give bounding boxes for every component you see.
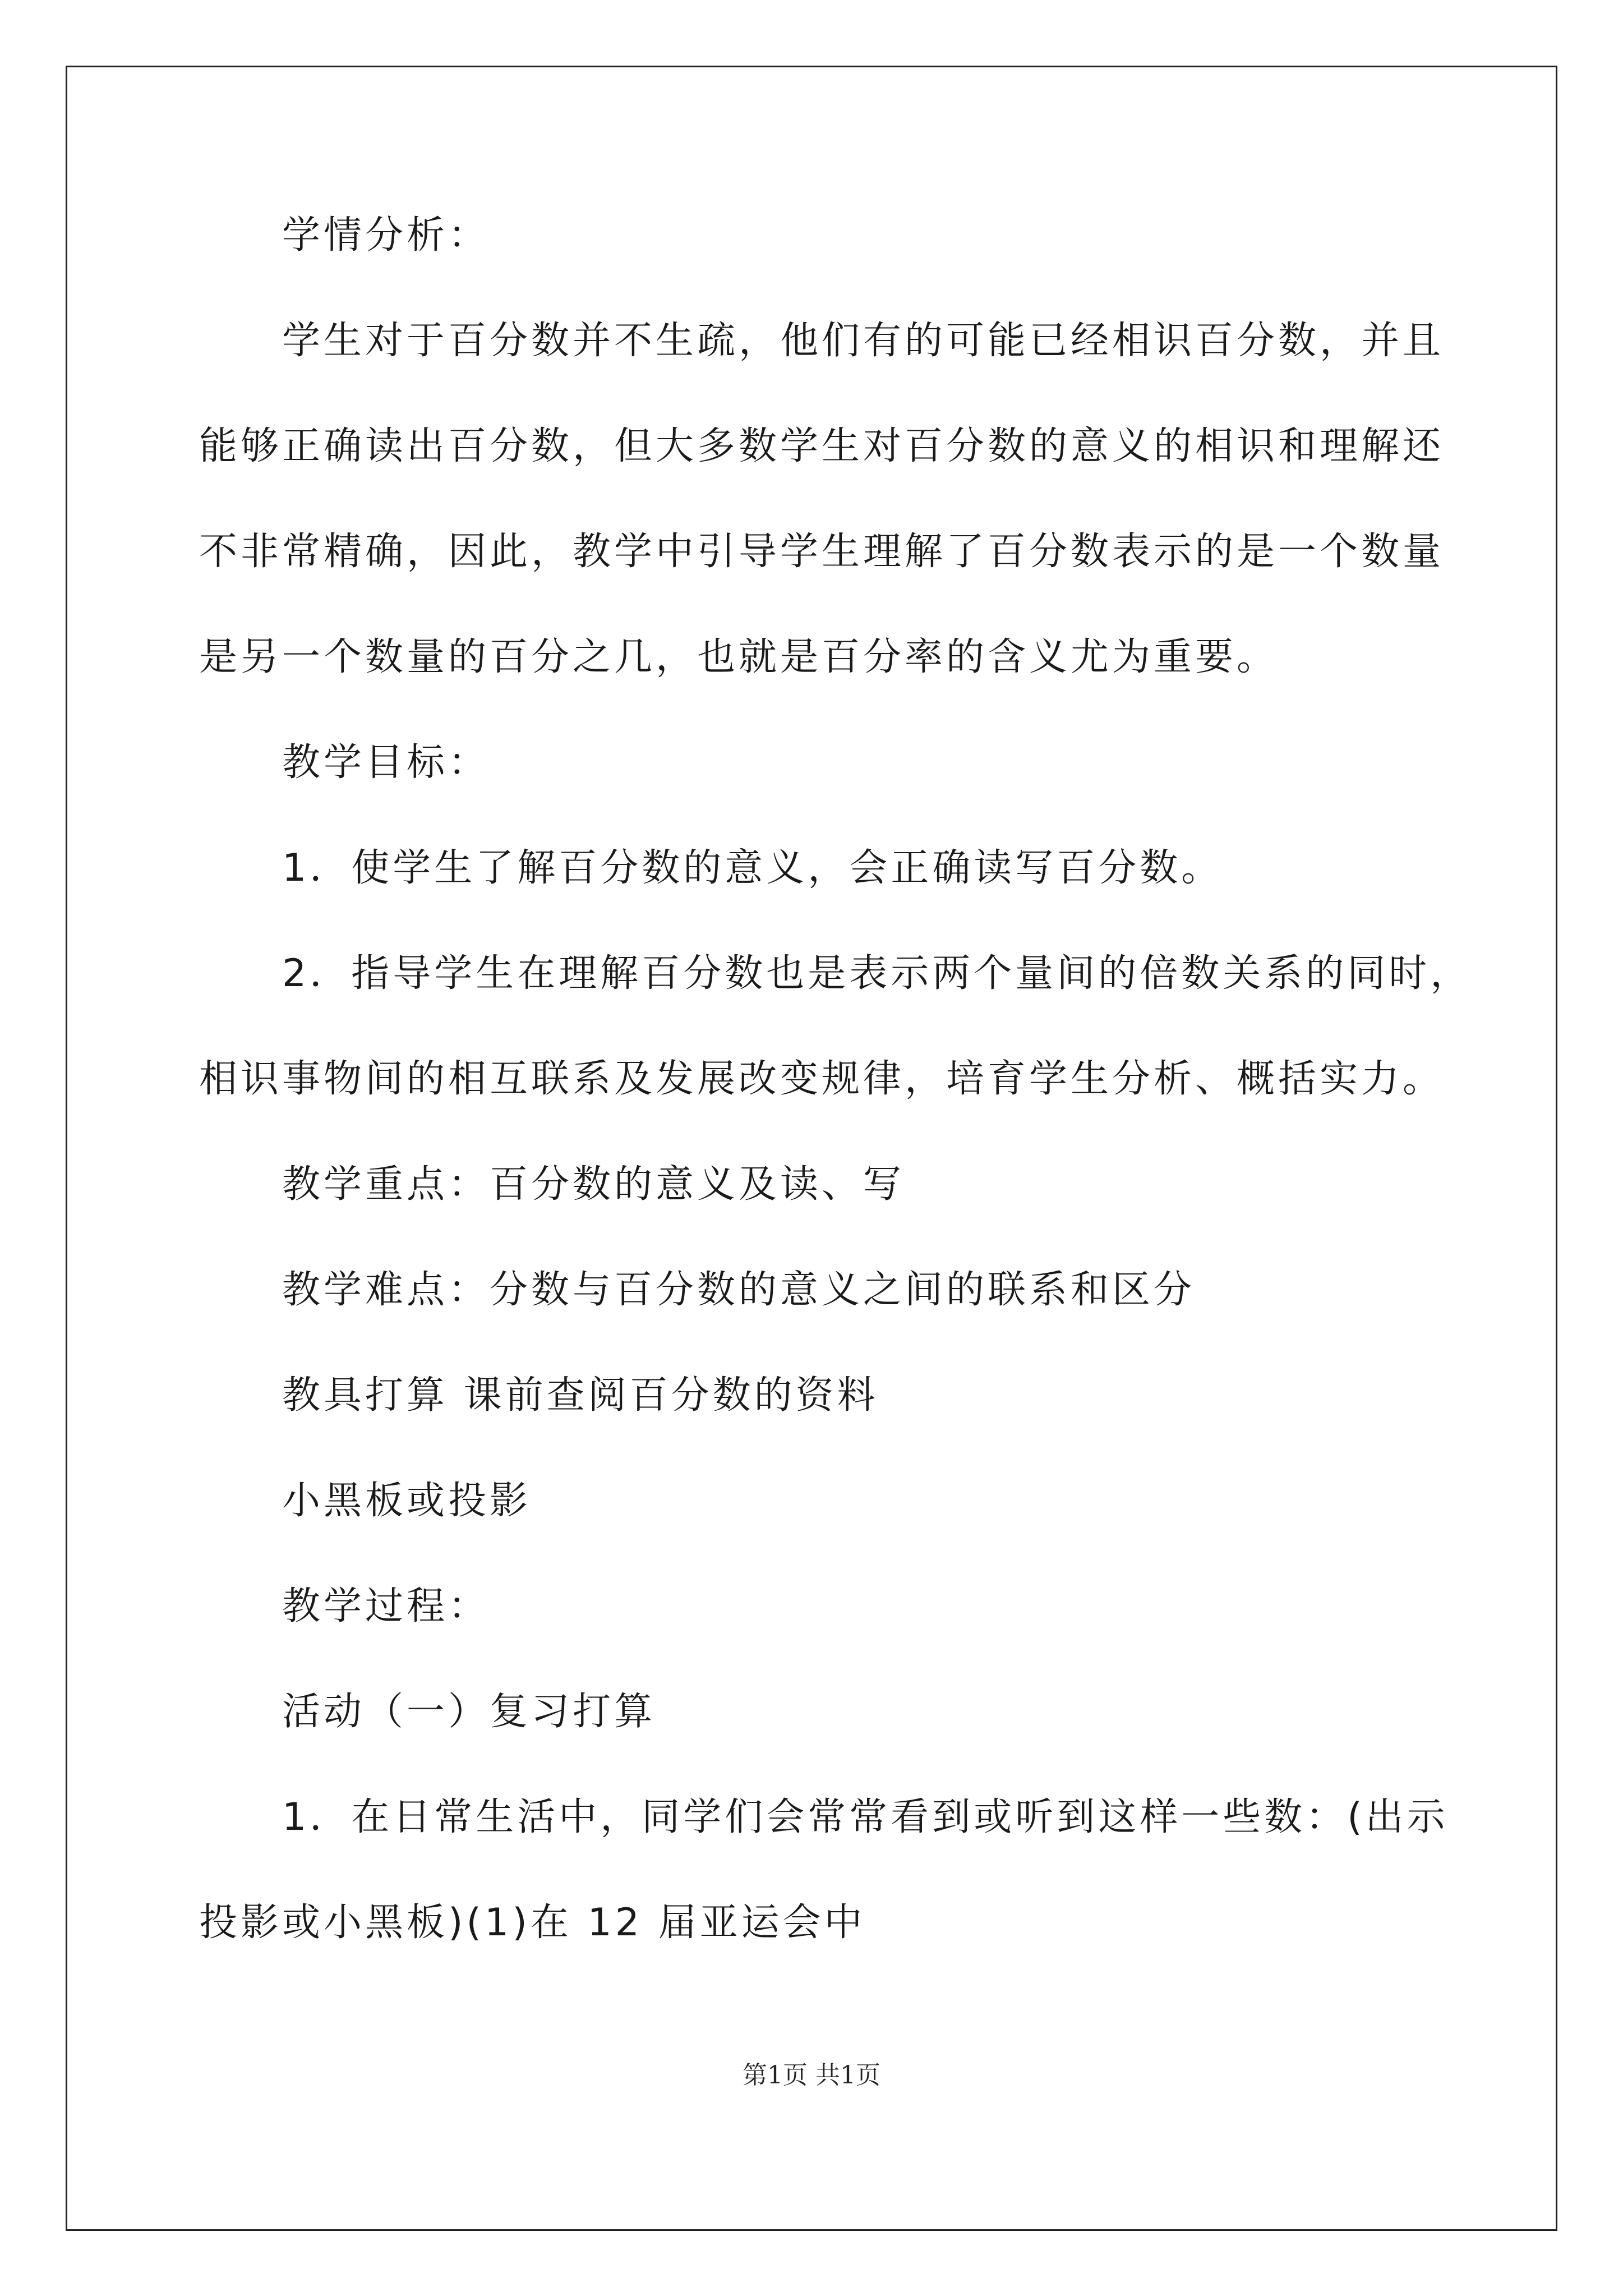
key-point: 教学重点：百分数的意义及读、写	[282, 1162, 905, 1207]
activity-heading: 活动（一）复习打算	[282, 1690, 656, 1734]
difficult-point: 教学难点：分数与百分数的意义之间的联系和区分	[282, 1268, 1196, 1312]
teaching-aids: 教具打算 课前查阅百分数的资料	[282, 1373, 879, 1418]
paragraph-line: 相识事物间的相互联系及发展改变规律，培育学生分析、概括实力。	[199, 1057, 1445, 1101]
section-heading-analysis: 学情分析：	[282, 213, 490, 257]
page-footer: 第1页 共1页	[743, 2061, 880, 2090]
paragraph-line: 投影或小黑板)(1)在 12 届亚运会中	[199, 1901, 866, 1945]
paragraph-line: 不非常精确，因此，教学中引导学生理解了百分数表示的是一个数量	[199, 530, 1445, 574]
section-heading-process: 教学过程：	[282, 1584, 490, 1628]
paragraph-line: 学生对于百分数并不生疏，他们有的可能已经相识百分数，并且	[282, 319, 1445, 363]
paragraph-line: 能够正确读出百分数，但大多数学生对百分数的意义的相识和理解还	[199, 424, 1445, 468]
list-item: 2．指导学生在理解百分数也是表示两个量间的倍数关系的同时，	[282, 951, 1472, 996]
list-item: 1．在日常生活中，同学们会常常看到或听到这样一些数：(出示	[282, 1795, 1449, 1839]
teaching-aids: 小黑板或投影	[282, 1479, 532, 1523]
section-heading-objectives: 教学目标：	[282, 740, 490, 785]
paragraph-line: 是另一个数量的百分之几，也就是百分率的含义尤为重要。	[199, 635, 1279, 679]
list-item: 1．使学生了解百分数的意义，会正确读写百分数。	[282, 846, 1223, 890]
